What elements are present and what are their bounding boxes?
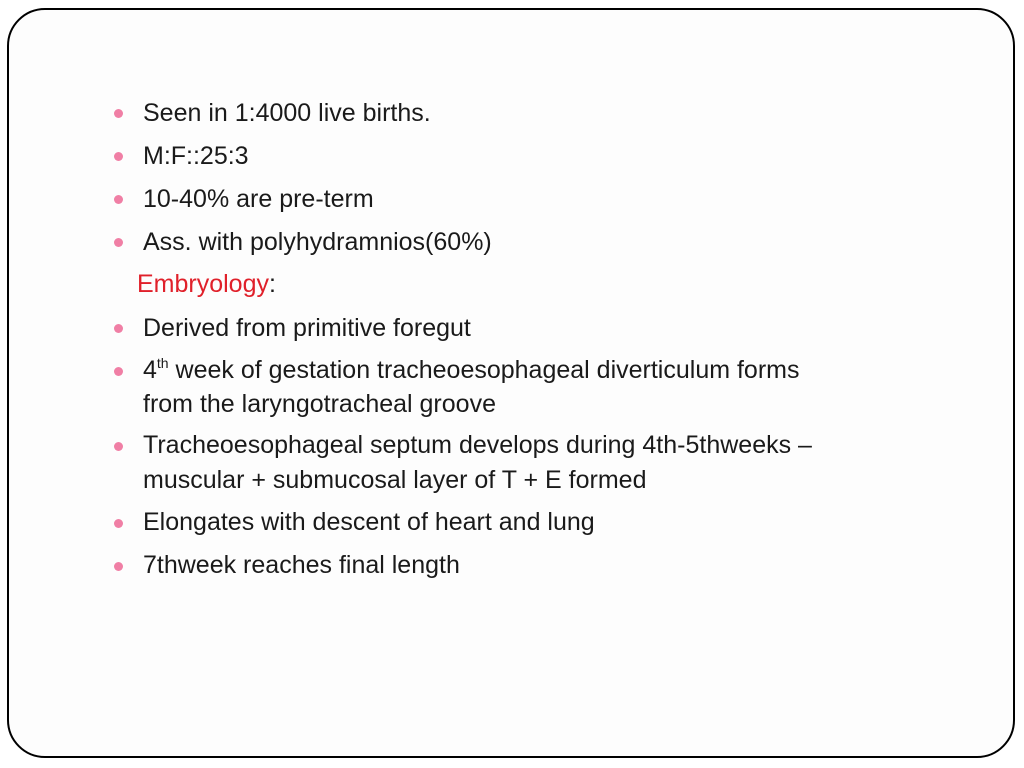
bullet-dot-icon — [114, 152, 123, 161]
bullet-text — [143, 355, 800, 385]
heading-label: Embryology — [137, 270, 269, 298]
bullet-text-pre: 4 — [143, 356, 157, 384]
bullet-text-continuation: from the laryngotracheal groove — [143, 390, 496, 418]
bullet-text-continuation: muscular + submucosal layer of T + E formed — [143, 466, 647, 494]
bullet-dot-icon — [114, 367, 123, 376]
bullet-text: Seen in 1:4000 live births. — [143, 99, 431, 127]
bullet-dot-icon — [114, 562, 123, 571]
bullet-dot-icon — [114, 519, 123, 528]
bullet-dot-icon — [114, 195, 123, 204]
bullet-text: Elongates with descent of heart and lung — [143, 508, 595, 536]
heading-colon: : — [269, 270, 276, 298]
section-heading — [137, 269, 276, 299]
bullet-text: Ass. with polyhydramnios(60%) — [143, 228, 492, 256]
bullet-dot-icon — [114, 238, 123, 247]
ordinal-superscript: th — [156, 355, 169, 371]
bullet-text: 10-40% are pre-term — [143, 185, 374, 213]
bullet-text-post: week of gestation tracheoesophageal diverticulum forms — [168, 356, 800, 384]
bullet-dot-icon — [114, 324, 123, 333]
bullet-text: Derived from primitive foregut — [143, 314, 471, 342]
bullet-dot-icon — [114, 442, 123, 451]
bullet-text: M:F::25:3 — [143, 142, 249, 170]
bullet-dot-icon — [114, 109, 123, 118]
bullet-text: 7thweek reaches final length — [143, 551, 460, 579]
bullet-text: Tracheoesophageal septum develops during 4th-5thweeks – — [143, 431, 812, 459]
